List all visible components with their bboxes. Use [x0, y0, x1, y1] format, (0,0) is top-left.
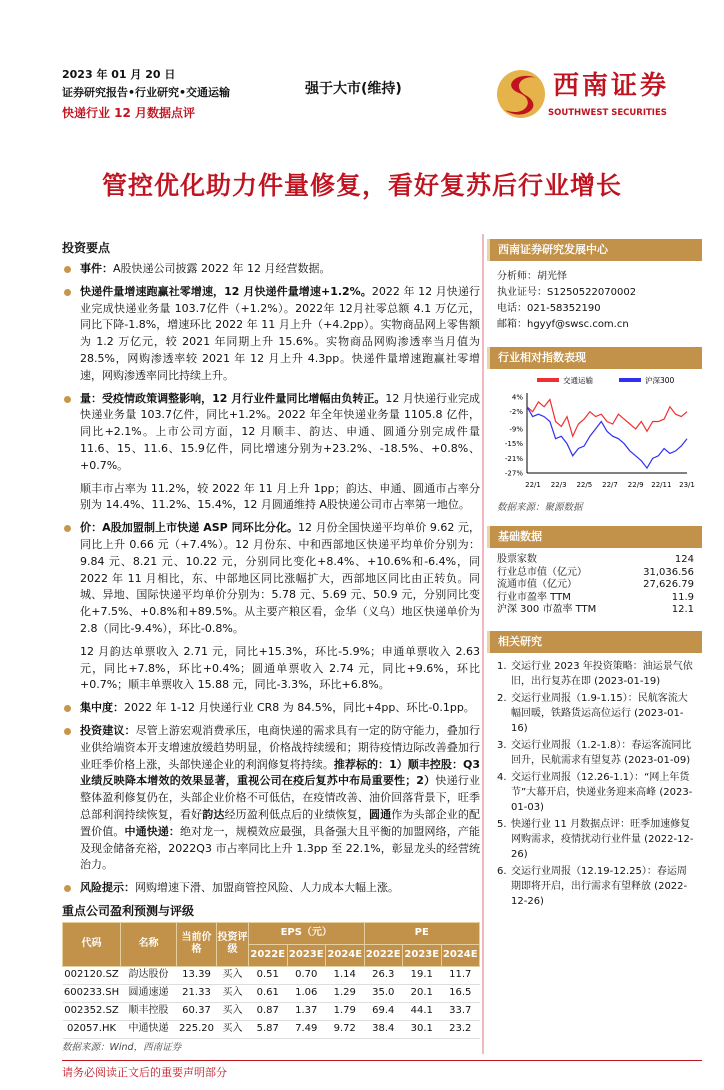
logo-text-cn: 西南证券	[553, 71, 670, 101]
report-header	[0, 0, 724, 234]
legend-swatch	[619, 378, 641, 382]
stock-name: 圆通速递	[121, 984, 177, 1002]
stock-rating: 买入	[217, 1020, 249, 1038]
pe-value: 16.5	[441, 984, 480, 1002]
report-body	[0, 234, 724, 1054]
eps-value: 1.79	[326, 1002, 365, 1020]
table-source: 数据来源：Wind，西南证券	[62, 1041, 182, 1053]
basic-data-label: 行业市盈率 TTM	[497, 591, 571, 603]
basic-data-row	[487, 554, 702, 567]
legend-label: 沪深300	[645, 376, 675, 385]
col-rating: 投资评级	[217, 922, 249, 966]
item-lead: 量：受疫情政策调整影响，12 月行业件量同比增幅由负转正。	[80, 391, 386, 405]
related-index: 6.	[497, 865, 507, 877]
summary-heading: 投资要点	[62, 241, 111, 255]
chart-source: 数据来源：聚源数据	[497, 502, 583, 513]
col-year: 2022E	[364, 944, 403, 966]
item-lead: 快递件量增速跑赢社零增速，12 月快递件量增速+1.2%。	[80, 284, 372, 298]
related-report-link[interactable]	[497, 770, 694, 815]
item-text: 经历盈利低点后的业绩恢复，	[224, 807, 369, 821]
x-tick-label: 22/3	[550, 481, 567, 489]
item-lead: 价：A股加盟制上市快递 ASP 同环比分化。	[80, 521, 299, 535]
stock-name: 韵达股份	[121, 966, 177, 984]
eps-value: 9.72	[326, 1020, 365, 1038]
license-number: 执业证号：S1250522070002	[497, 287, 637, 298]
basic-data-row	[487, 567, 702, 580]
basic-data-label: 行业总市值（亿元）	[497, 566, 587, 578]
report-category: 证券研究报告•行业研究•交通运输	[62, 86, 231, 99]
stock-rating: 买入	[217, 966, 249, 984]
eps-value: 0.70	[287, 966, 326, 984]
forecast-table	[62, 922, 480, 1039]
stock-code: 600233.SH	[63, 984, 121, 1002]
item-continuation: 12 月韵达单票收入 2.71 元，同比+15.3%，环比-5.9%；申通单票收入 2.63 元，同比+7.8%，环比+0.4%；圆通单票收入 2.74 元，同比+9.6%，环比+0.7%；顺丰单票收入 15.88 元，同比-3.3%，环比+6.8%。	[80, 644, 480, 692]
item-lead: 事件：	[80, 262, 113, 275]
stock-price: 225.20	[177, 1020, 217, 1038]
related-index: 5.	[497, 818, 507, 830]
summary-item	[62, 520, 480, 694]
basic-data-label: 流通市值（亿元）	[497, 579, 577, 590]
item-lead: 集中度：	[80, 701, 124, 715]
series-line-csi300	[527, 407, 687, 468]
x-tick-label: 22/1	[525, 481, 541, 489]
stock-rating: 买入	[217, 984, 249, 1002]
item-body: 2022 年 12 月快递行业完成快递业务量 103.7亿件（+1.2%）。2022年 12月社零总额 4.1 万亿元，同比下降-1.8%，增速环比 2022 年 11 月上升（+4.2pp）。实物商品网上零售额为 1.2 万亿元，较 2021 年同期上升 15.6%。实物商品网购渗透率当月值为 28.5%，网购渗透率较 2021 年 12 月上升 4.3pp。快递件量增速跑赢社零增速，网购渗透率同比持续上升。	[80, 284, 480, 382]
company-logo-icon	[497, 66, 549, 122]
bullet-icon	[64, 728, 71, 735]
related-report-title: 交运行业周报（1.2-1.8）：春运客流同比回升，民航需求有望复苏 (2023-01-09)	[511, 739, 692, 766]
basic-data-value: 124	[674, 554, 694, 565]
report-date: 2023 年 01 月 20 日	[62, 68, 176, 81]
related-report-link[interactable]	[497, 817, 694, 862]
stock-name: 顺丰控股	[121, 1002, 177, 1020]
item-text: 尽管上游宏观消费承压，电商快递的需求具有一定的防守能力，叠加行业供给端资本开支增速放缓趋势明显，价格战持续缓和；期待疫情边际改善叠加行业旺季价格上涨，头部快递企业的利润修复将持续。	[80, 723, 481, 771]
col-pe: PE	[364, 922, 480, 944]
item-body: 2022 年 1-12 月快递行业 CR8 为 84.5%，同比+4pp、环比-0.1pp。	[124, 701, 475, 715]
pe-value: 44.1	[403, 1002, 442, 1020]
logo-text-en: SOUTHWEST SECURITIES	[548, 108, 667, 118]
basic-data-value: 12.1	[671, 604, 694, 615]
sidebar	[487, 234, 702, 1054]
industry-rating: 强于大市(维持)	[305, 81, 402, 97]
item-text: 圆通	[369, 807, 392, 821]
x-tick-label: 22/5	[576, 481, 593, 489]
x-tick-label: 22/9	[627, 481, 644, 489]
pe-value: 23.2	[441, 1020, 480, 1038]
table-row	[63, 984, 480, 1002]
eps-value: 7.49	[287, 1020, 326, 1038]
pe-value: 26.3	[364, 966, 403, 984]
report-title: 管控优化助力件量修复，看好复苏后行业增长	[101, 171, 622, 200]
item-body: 12 月份全国快递平均单价 9.62 元，同比上升 0.66 元（+7.4%）。12 月份东、中和西部地区快递平均单价分别为：9.84 元、8.21 元、10.22 元，分别同比变化+8.4%、+10.6%和-6.4%，同 2022 年 11 月相比，东、中部地区同比涨幅扩大，西部地区同比由正转负。同城、异地、国际快递平均单价分别为：5.78 元、5.69 元、50.9 元，分别同比变化+7.5%、+0.8%和+89.5%。从主要产粮区看，金华（义乌）地区快递单价为 2.8（同比-9.4%），环比-0.8%。	[80, 521, 481, 635]
related-report-link[interactable]	[497, 659, 694, 689]
stock-rating: 买入	[217, 1002, 249, 1020]
summary-item	[62, 284, 480, 385]
related-index: 2.	[497, 692, 507, 704]
related-report-link[interactable]	[497, 738, 694, 768]
y-tick-label: 4%	[511, 393, 523, 402]
related-index: 1.	[497, 660, 507, 672]
related-report-title: 交运行业 2023 年投资策略：油运景气依旧，出行复苏在即 (2023-01-19)	[511, 660, 693, 687]
investment-summary	[62, 234, 480, 1054]
col-year: 2022E	[249, 944, 288, 966]
item-text: 作为头部企业的配置价值。	[80, 807, 481, 838]
report-subtitle: 快递行业 12 月数据点评	[62, 106, 196, 120]
analyst: 分析师：胡光怿	[497, 271, 567, 282]
research-center-header: 西南证券研究发展中心	[487, 239, 702, 261]
bullet-icon	[64, 525, 71, 532]
related-report-title: 交运行业周报（12.19-12.25）：春运周期即将开启，出行需求有望释放 (2022-12-26)	[511, 865, 688, 907]
eps-value: 0.61	[249, 984, 288, 1002]
basic-data-row	[487, 592, 702, 605]
stock-name: 中通快递	[121, 1020, 177, 1038]
pe-value: 35.0	[364, 984, 403, 1002]
email[interactable]: 邮箱：hgyyf@swsc.com.cn	[497, 319, 629, 330]
stock-price: 13.39	[177, 966, 217, 984]
basic-data-header: 基础数据	[487, 526, 702, 548]
phone: 电话：021-58352190	[497, 303, 601, 314]
pe-value: 19.1	[403, 966, 442, 984]
related-report-title: 交运行业周报（1.9-1.15）：民航客流大幅回暖，铁路货运高位运行 (2023-01-16)	[511, 692, 688, 734]
related-report-link[interactable]	[497, 691, 694, 736]
col-price: 当前价格	[177, 922, 217, 966]
item-body: A股快递公司披露 2022 年 12 月经营数据。	[113, 262, 331, 275]
index-performance-header: 行业相对指数表现	[487, 347, 702, 369]
y-tick-label: -2%	[509, 408, 523, 417]
basic-data-value: 31,036.56	[643, 566, 694, 578]
col-year: 2024E	[326, 944, 365, 966]
col-year: 2023E	[403, 944, 442, 966]
pe-value: 69.4	[364, 1002, 403, 1020]
bullet-icon	[64, 705, 71, 712]
summary-item	[62, 261, 480, 278]
eps-value: 1.06	[287, 984, 326, 1002]
eps-value: 1.37	[287, 1002, 326, 1020]
eps-value: 1.29	[326, 984, 365, 1002]
col-year: 2023E	[287, 944, 326, 966]
basic-data-label: 股票家数	[497, 554, 537, 565]
basic-data-row	[487, 579, 702, 592]
summary-item	[62, 880, 480, 897]
pe-value: 30.1	[403, 1020, 442, 1038]
table-row	[63, 1002, 480, 1020]
item-text: 快递行业整体盈利修复仍在，头部企业价格不可低估，在疫情改善、油价回落背景下，旺季总部利润持续恢复，看好	[80, 774, 481, 821]
stock-code: 002120.SZ	[63, 966, 121, 984]
stock-price: 60.37	[177, 1002, 217, 1020]
y-tick-label: -15%	[504, 440, 523, 449]
pe-value: 11.7	[441, 966, 480, 984]
bullet-icon	[64, 266, 71, 273]
related-index: 4.	[497, 771, 507, 783]
item-continuation: 顺丰市占率为 11.2%，较 2022 年 11 月上升 1pp；韵达、申通、圆通市占率分别为 14.4%、11.2%、15.4%，12 月圆通维持 A股快递公司市占率第一地位。	[80, 481, 480, 512]
basic-data-value: 11.9	[671, 591, 694, 603]
column-divider	[482, 234, 484, 1054]
bullet-icon	[64, 289, 71, 296]
related-index: 3.	[497, 739, 507, 751]
eps-value: 0.51	[249, 966, 288, 984]
stock-price: 21.33	[177, 984, 217, 1002]
col-name: 名称	[121, 922, 177, 966]
col-year: 2024E	[441, 944, 480, 966]
summary-item	[62, 391, 480, 515]
basic-data-value: 27,626.79	[643, 579, 694, 590]
stock-code: 02057.HK	[63, 1020, 121, 1038]
related-report-link[interactable]	[497, 864, 694, 909]
table-row	[63, 1020, 480, 1038]
eps-value: 5.87	[249, 1020, 288, 1038]
basic-data-row	[487, 604, 702, 617]
table-row	[63, 966, 480, 984]
item-text: 韵达	[202, 807, 225, 821]
x-tick-label: 22/11	[651, 481, 672, 489]
bullet-icon	[64, 885, 71, 892]
basic-data-label: 沪深 300 市盈率 TTM	[497, 604, 597, 615]
pe-value: 20.1	[403, 984, 442, 1002]
summary-item	[62, 700, 480, 717]
legend-swatch	[537, 378, 559, 382]
item-text: 绝对龙一，规模效应最强，具备强大且平衡的加盟网络，产能及现金储备充裕，2022Q3 市占率同比上升 1.3pp 至 22.1%，彰显龙头的经营统治力。	[80, 824, 481, 872]
col-code: 代码	[63, 922, 121, 966]
eps-value: 0.87	[249, 1002, 288, 1020]
related-report-title: 快递行业 11 月数据点评：旺季加速修复网购需求，疫情扰动行业件量 (2022-12-26)	[511, 818, 694, 860]
related-research-header: 相关研究	[487, 631, 702, 653]
stock-code: 002352.SZ	[63, 1002, 121, 1020]
related-report-title: 交运行业周报（12.26-1.1）：“网上年货节”大幕开启，快递业务迎来高峰 (2023-01-03)	[511, 771, 693, 813]
y-tick-label: -27%	[504, 469, 523, 478]
item-text: 中通快递：	[124, 824, 181, 838]
pe-value: 33.7	[441, 1002, 480, 1020]
item-body: 12 月快递行业完成快递业务量 103.7亿件，同比+1.2%。2022 年全年快递业务量 1105.8 亿件，同比+2.1%。上市公司方面，12 月顺丰、韵达、申通、圆通分别完成件量 11.6、15、11.6、15.9亿件，同比增速分别为+23.2%、-18.5%、+0.8%、+0.7%。	[80, 391, 480, 472]
eps-value: 1.14	[326, 966, 365, 984]
legend-label: 交通运输	[563, 376, 593, 385]
summary-item	[62, 723, 480, 874]
bullet-icon	[64, 396, 71, 403]
item-lead: 风险提示：	[80, 881, 135, 895]
item-text: 推荐标的：1）顺丰控股：Q3 业绩反映降本增效的效果显著，重视公司在疫后复苏中布局重要性；2）	[80, 757, 480, 788]
item-lead: 投资建议：	[80, 723, 136, 737]
pe-value: 38.4	[364, 1020, 403, 1038]
y-tick-label: -21%	[504, 454, 523, 463]
footer-divider	[62, 1060, 702, 1090]
y-tick-label: -9%	[509, 425, 523, 434]
relative-index-chart	[487, 373, 702, 497]
col-eps: EPS（元）	[249, 922, 365, 944]
forecast-table-title: 重点公司盈利预测与评级	[62, 903, 195, 918]
footer-disclaimer: 请务必阅读正文后的重要声明部分	[62, 1065, 227, 1079]
item-body: 网购增速下滑、加盟商管控风险、人力成本大幅上涨。	[135, 881, 399, 895]
x-tick-label: 23/1	[679, 481, 695, 489]
x-tick-label: 22/7	[602, 481, 618, 489]
